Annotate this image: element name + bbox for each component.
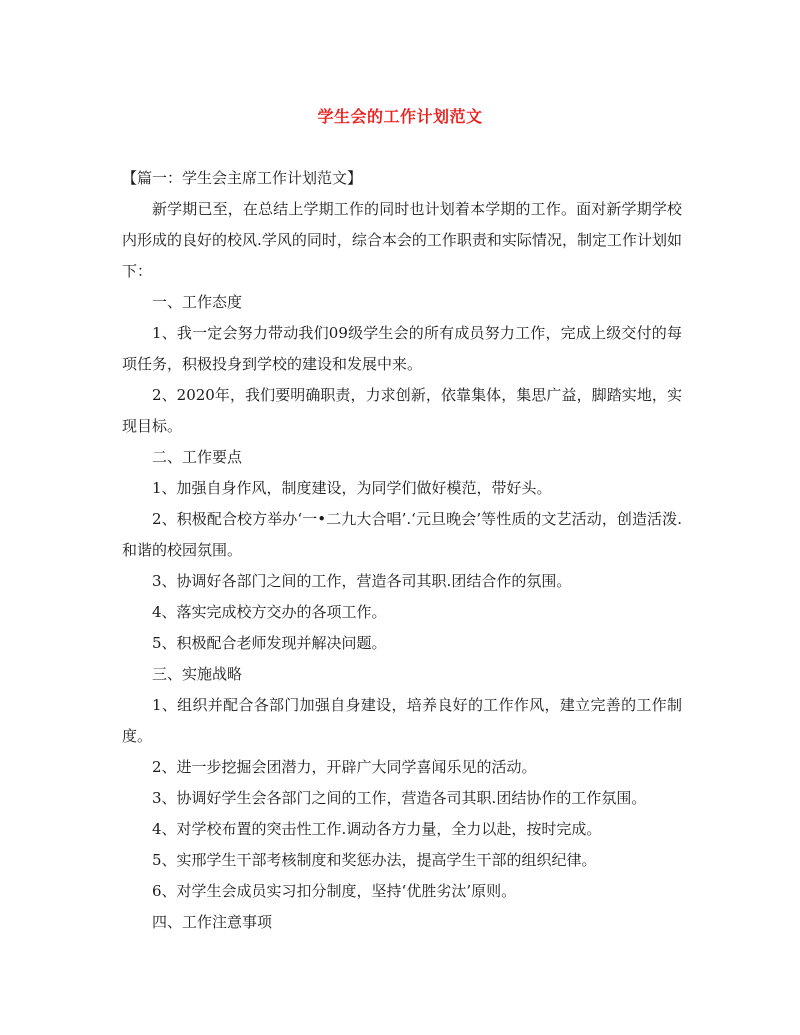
list-item: 4、对学校布置的突击性工作.调动各方力量，全力以赴，按时完成。 bbox=[152, 820, 602, 838]
list-item: 5、实邢学生干部考核制度和奖惩办法，提高学生干部的组织纪律。 bbox=[152, 851, 597, 869]
section-heading-work-attitude: 一、工作态度 bbox=[152, 293, 243, 311]
list-item: 1、我一定会努力带动我们09级学生会的所有成员努力工作，完成上级交付的每项任务，积极投身到学校的建设和发展中来。 bbox=[122, 324, 682, 373]
section-heading-strategy: 三、实施战略 bbox=[152, 665, 243, 683]
list-item: 5、积极配合老师发现并解决问题。 bbox=[152, 634, 387, 652]
document-title: 学生会的工作计划范文 bbox=[317, 107, 483, 126]
list-item: 1、加强自身作风，制度建设，为同学们做好模范，带好头。 bbox=[152, 479, 552, 497]
intro-paragraph: 新学期已至，在总结上学期工作的同时也计划着本学期的工作。面对新学期学校内形成的良好的校风.学风的同时，综合本会的工作职责和实际情况，制定工作计划如下： bbox=[122, 200, 682, 280]
document-body bbox=[122, 163, 682, 938]
list-item: 3、协调好各部门之间的工作，营造各司其职.团结合作的氛围。 bbox=[152, 572, 572, 590]
list-item: 2、2020年，我们要明确职责，力求创新，依靠集体，集思广益，脚踏实地，实现目标。 bbox=[122, 386, 682, 435]
section-heading-part-one: 【篇一：学生会主席工作计划范文】 bbox=[122, 169, 363, 187]
list-item: 2、进一步挖掘会团潜力，开辟广大同学喜闻乐见的活动。 bbox=[152, 758, 537, 776]
list-item: 4、落实完成校方交办的各项工作。 bbox=[152, 603, 387, 621]
list-item: 6、对学生会成员实习扣分制度，坚持‘优胜劣汰’原则。 bbox=[152, 882, 517, 900]
list-item: 3、协调好学生会各部门之间的工作，营造各司其职.团结协作的工作氛围。 bbox=[152, 789, 647, 807]
section-heading-notes: 四、工作注意事项 bbox=[152, 913, 273, 931]
section-heading-work-points: 二、工作要点 bbox=[152, 448, 243, 466]
list-item: 1、组织并配合各部门加强自身建设，培养良好的工作作风，建立完善的工作制度。 bbox=[122, 696, 682, 745]
list-item: 2、积极配合校方举办‘一•二九大合唱’.‘元旦晚会’等性质的文艺活动，创造活泼.和谐的校园氛围。 bbox=[122, 510, 682, 559]
